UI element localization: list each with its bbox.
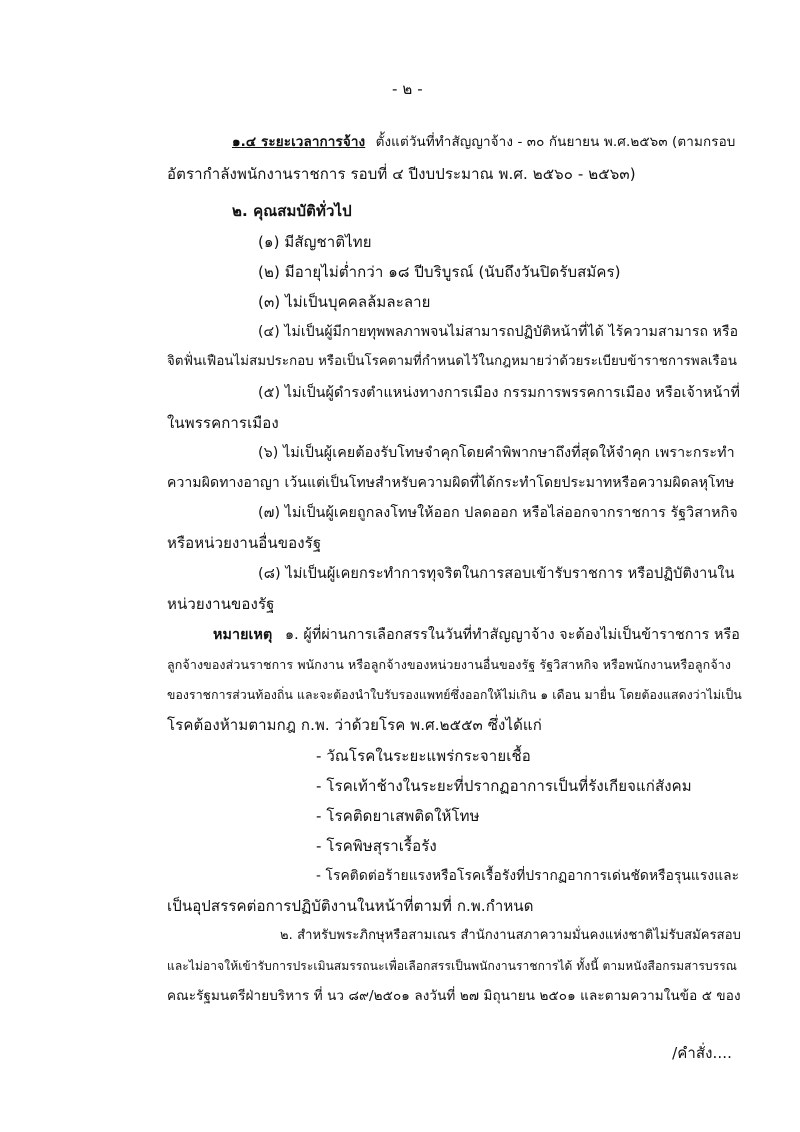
- remark-2-line-3: คณะรัฐมนตรีฝ่ายบริหาร ที่ นว ๘๙/๒๕๐๑ ลงวันที่ ๒๗ มิถุนายน ๒๕๐๑ และตามความในข้อ ๕ ของ: [167, 988, 741, 1004]
- disease-item-2: - โรคเท้าช้างในระยะที่ปรากฏอาการเป็นที่รังเกียจแก่สังคม: [316, 777, 692, 795]
- qualification-item-5-line-1: (๕) ไม่เป็นผู้ดำรงตำแหน่งทางการเมือง กรรมการพรรคการเมือง หรือเจ้าหน้าที่: [258, 385, 740, 401]
- disease-item-3: - โรคติดยาเสพติดให้โทษ: [316, 807, 480, 825]
- qualification-item-8-line-1: (๘) ไม่เป็นผู้เคยกระทำการทุจริตในการสอบเข้ารับราชการ หรือปฏิบัติงานใน: [258, 566, 735, 582]
- disease-item-4: - โรคพิษสุราเรื้อรัง: [316, 837, 437, 855]
- page-number: - ๒ -: [392, 80, 423, 98]
- disease-item-1: - วัณโรคในระยะแพร่กระจายเชื้อ: [316, 747, 531, 765]
- remark-1-line-1: [213, 624, 740, 646]
- qualification-item-4-line-2: จิตฟั่นเฟือนไม่สมประกอบ หรือเป็นโรคตามที่กำหนดไว้ในกฎหมายว่าด้วยระเบียบข้าราชการพลเรือน: [167, 354, 737, 369]
- qualification-item-6-line-2: ความผิดทางอาญา เว้นแต่เป็นโทษสำหรับความผิดที่ได้กระทำโดยประมาทหรือความผิดลหุโทษ: [167, 475, 735, 491]
- qualification-item-7-line-2: หรือหน่วยงานอื่นของรัฐ: [167, 534, 322, 552]
- section-2-heading: ๒. คุณสมบัติทั่วไป: [232, 202, 352, 220]
- section-1-4-line-1: [232, 131, 735, 153]
- remark-1-text: ๑. ผู้ที่ผ่านการเลือกสรรในวันที่ทำสัญญาจ้าง จะต้องไม่เป็นข้าราชการ หรือ: [285, 627, 740, 643]
- remark-2-line-2: และไม่อาจให้เข้ารับการประเมินสมรรถนะเพื่อเลือกสรรเป็นพนักงานราชการได้ ทั้งนี้ ตามหนังสือกรมสารบรรณ: [167, 959, 738, 973]
- qualification-item-8-line-2: หน่วยงานของรัฐ: [167, 595, 275, 613]
- remarks-label: หมายเหตุ: [213, 627, 273, 643]
- remark-1-line-2: ลูกจ้างของส่วนราชการ พนักงาน หรือลูกจ้างของหน่วยงานอื่นของรัฐ รัฐวิสาหกิจ หรือพนักงานหรือลูกจ้าง: [167, 657, 732, 672]
- qualification-item-3: (๓) ไม่เป็นบุคคลล้มละลาย: [258, 293, 431, 311]
- qualification-item-2: (๒) มีอายุไม่ต่ำกว่า ๑๘ ปีบริบูรณ์ (นับถึงวันปิดรับสมัคร): [258, 263, 621, 281]
- disease-item-5-line-1: - โรคติดต่อร้ายแรงหรือโรคเรื้อรังที่ปรากฏอาการเด่นชัดหรือรุนแรงและ: [316, 868, 740, 884]
- qualification-item-1: (๑) มีสัญชาติไทย: [258, 233, 372, 251]
- section-1-4-label: ๑.๔ ระยะเวลาการจ้าง: [232, 134, 366, 150]
- continuation-mark: /คำสั่ง....: [672, 1044, 732, 1062]
- section-1-4-text: ตั้งแต่วันที่ทำสัญญาจ้าง - ๓๐ กันยายน พ.ศ.๒๕๖๓ (ตามกรอบ: [375, 134, 736, 150]
- remark-1-line-4: โรคต้องห้ามตามกฎ ก.พ. ว่าด้วยโรค พ.ศ.๒๕๕๓ ซึ่งได้แก่: [167, 716, 542, 734]
- qualification-item-4-line-1: (๔) ไม่เป็นผู้มีกายทุพพลภาพจนไม่สามารถปฏิบัติหน้าที่ได้ ไร้ความสามารถ หรือ: [258, 324, 739, 340]
- remark-1-line-3: ของราชการส่วนท้องถิ่น และจะต้องนำใบรับรองแพทย์ซึ่งออกให้ไม่เกิน ๑ เดือน มายื่น โดยต้องแสดงว่าไม่เป็น: [167, 688, 742, 702]
- disease-item-5-line-2: เป็นอุปสรรคต่อการปฏิบัติงานในหน้าที่ตามที่ ก.พ.กำหนด: [167, 897, 534, 915]
- remark-2-line-1: ๒. สำหรับพระภิกษุหรือสามเณร สำนักงานสภาความมั่นคงแห่งชาติไม่รับสมัครสอบ: [280, 928, 741, 943]
- qualification-item-5-line-2: ในพรรคการเมือง: [167, 414, 279, 432]
- qualification-item-6-line-1: (๖) ไม่เป็นผู้เคยต้องรับโทษจำคุกโดยคำพิพากษาถึงที่สุดให้จำคุก เพราะกระทำ: [258, 445, 735, 461]
- qualification-item-7-line-1: (๗) ไม่เป็นผู้เคยถูกลงโทษให้ออก ปลดออก หรือไล่ออกจากราชการ รัฐวิสาหกิจ: [258, 505, 738, 521]
- section-1-4-line-2: อัตรากำลังพนักงานราชการ รอบที่ ๔ ปีงบประมาณ พ.ศ. ๒๕๖๐ - ๒๕๖๓): [167, 165, 636, 183]
